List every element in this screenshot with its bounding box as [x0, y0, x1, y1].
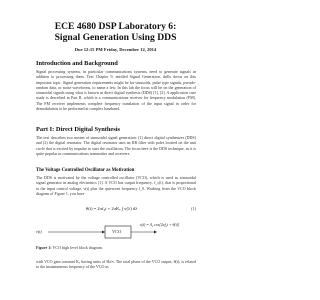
vco-paragraph: The DDS is motivated by the voltage controlled oscillator (VCO), which is used as sinusoidal signal generator in analog electronics [1]. A VCO has output frequency, f_c(t), that is proportional to the input control voltage, v(t) plus the quiescent frequency f_0. Working from the VCO block diagram of Figure 1, you have: [36, 175, 196, 196]
input-arrowhead: [102, 231, 105, 234]
figure-1-text: VCO high level block diagram.: [52, 245, 103, 250]
document-title-line2: Signal Generation Using DDS: [54, 32, 177, 43]
vco-block-diagram: [36, 220, 196, 244]
introduction-paragraph: Signal processing systems, in particular communications systems, need to generate signals in addition to processing them. Text Chapter 9, entitled Signal Generation, drills down on this important topic. Signal generation requirements might be for sinusoids, pulse type signals, pseudo-random data, or noise waveforms, to name a few. In this lab the focus will be on the generation of sinusoidal signals using what is known as direct digital synthesis (DDS) [1], [2]. A application case study is described in Part II, which is a communications receiver for frequency modulation (FM). The FM receiver implements complete frequency translation of the input signal in order for demodulation to be performed at complex baseband.: [36, 69, 196, 112]
figure-1-label: Figure 1:: [36, 245, 52, 250]
part1-paragraph: The text describes two means of sinusoidal signal generation: (1) direct digital synthesizer (DDS) and (2) the digital resonator. The digital resonator uses an IIR filter with poles located on the unit circle that is excited by impulse to start the oscillation. The focus here is the DDS technique, as it is quite popular in communications transmitter and receivers.: [36, 135, 196, 156]
diagram-output-label: x(t) = A₀ cos[2πf₀t + θ(t)]: [140, 223, 180, 227]
figure-1-caption: [36, 245, 196, 250]
due-date: Due 12:15 PM Friday, December 12, 2014: [74, 47, 157, 52]
after-figure-paragraph: with VCO gain constant Kᵥ having units of Hz/v. The total phase of the VCO output, θ(t), is related to the instantaneous frequency of the VCO as: [36, 259, 196, 270]
equation-1-number: (1): [191, 206, 196, 211]
document-title-line1: ECE 4680 DSP Laboratory 6:: [54, 21, 177, 32]
diagram-input-label: v(t): [36, 229, 42, 234]
output-arrowhead: [154, 231, 157, 234]
equation-1: θ(t) = 2πf₀t + 2πKᵥ ∫ v(λ) dλ: [86, 206, 138, 211]
section-heading-part1: Part I: Direct Digital Synthesis: [36, 126, 121, 133]
diagram-block-label: VCO: [112, 229, 122, 234]
subsection-heading-vco: The Voltage Controlled Oscillator as Motivation: [36, 168, 135, 173]
section-heading-introduction: Introduction and Background: [36, 60, 118, 67]
